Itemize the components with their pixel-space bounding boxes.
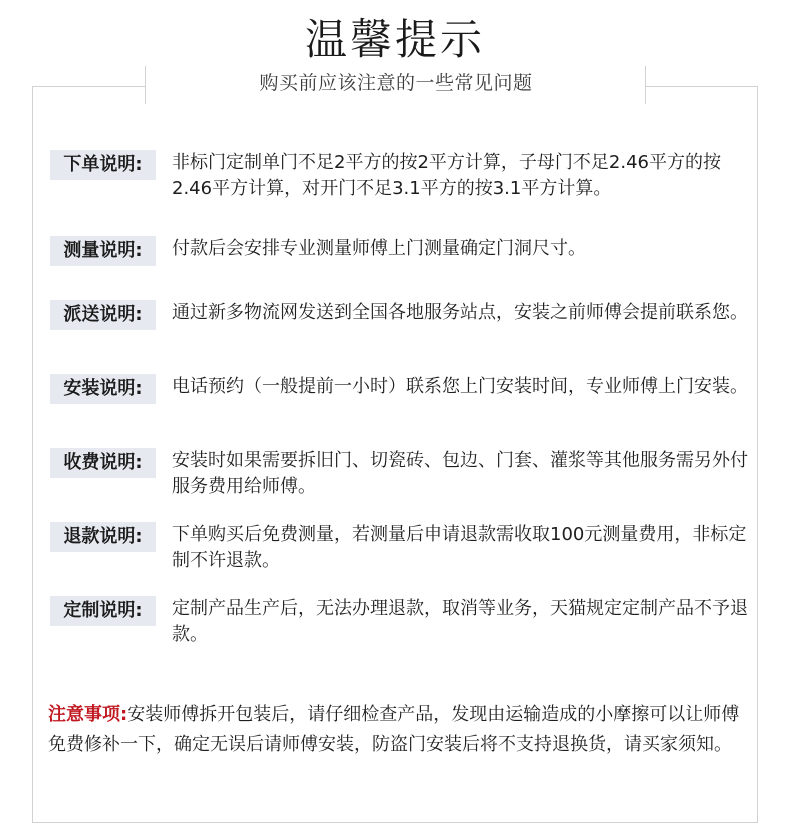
page-title: 温馨提示: [304, 15, 485, 64]
notice-text: 安装师傅拆开包装后，请仔细检查产品，发现由运输造成的小摩擦可以让师傅免费修补一下，确定无误后请师傅安装，防盗门安装后将不支持退换货，请买家须知。: [48, 704, 740, 755]
section-label-custom: 定制说明:: [50, 596, 156, 626]
section-label-measure: 测量说明:: [50, 236, 156, 266]
section-label-delivery: 派送说明:: [50, 300, 156, 330]
section-text-custom: 定制产品生产后，无法办理退款，取消等业务，天猫规定定制产品不予退款。: [172, 598, 748, 645]
page-subtitle: 购买前应该注意的一些常见问题: [259, 72, 533, 94]
section-text-delivery: 通过新多物流网发送到全国各地服务站点，安装之前师傅会提前联系您。: [172, 302, 748, 323]
notice-paragraph: [48, 700, 748, 760]
section-label-refund: 退款说明:: [50, 522, 156, 552]
section-label-fees: 收费说明:: [50, 448, 156, 478]
frame-top-border-right: [645, 86, 757, 87]
section-text-install: 电话预约（一般提前一小时）联系您上门安装时间，专业师傅上门安装。: [172, 376, 748, 397]
section-text-measure: 付款后会安排专业测量师傅上门测量确定门洞尺寸。: [172, 238, 586, 259]
section-label-install: 安装说明:: [50, 374, 156, 404]
section-label-order: 下单说明:: [50, 150, 156, 180]
notice-label: 注意事项:: [48, 704, 128, 725]
section-text-fees: 安装时如果需要拆旧门、切瓷砖、包边、门套、灌浆等其他服务需另外付服务费用给师傅。: [172, 450, 748, 497]
frame-top-border-left: [32, 86, 146, 87]
section-text-refund: 下单购买后免费测量，若测量后申请退款需收取100元测量费用，非标定制不许退款。: [172, 524, 747, 571]
section-text-order: 非标门定制单门不足2平方的按2平方计算，子母门不足2.46平方的按2.46平方计算，对开门不足3.1平方的按3.1平方计算。: [172, 152, 721, 199]
